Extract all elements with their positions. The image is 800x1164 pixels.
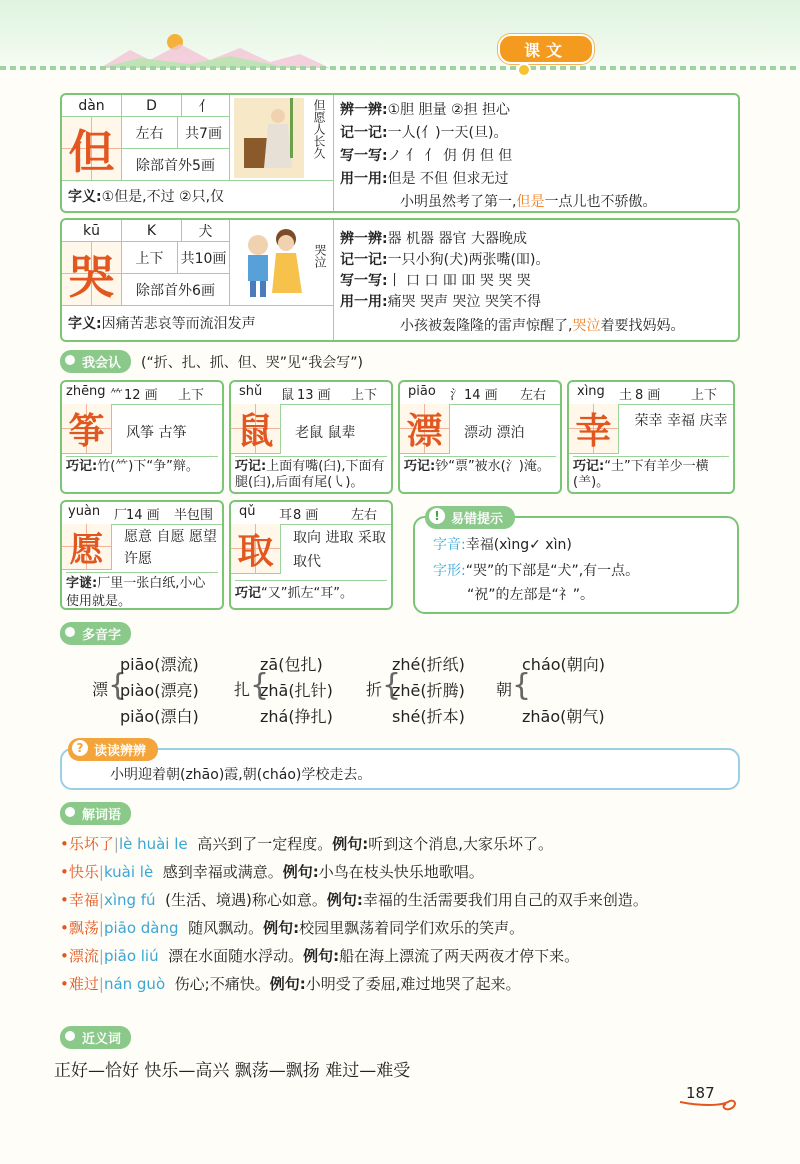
big-char: 漂	[400, 404, 450, 454]
pinyin: kū	[62, 220, 122, 242]
vocab-header	[60, 802, 131, 825]
mistakes-box	[413, 509, 739, 614]
tip: 巧记:钞“票”被水(氵)淹。	[404, 456, 556, 475]
structure: 上下	[122, 242, 178, 274]
rec-card-xing	[567, 380, 735, 494]
vocab-item: •飘荡|piāo dàng 随风飘动。例句:校园里飘荡着同学们欢乐的笑声。	[60, 919, 525, 937]
bian-line: 辨一辨:器 机器 器官 大器晚成	[340, 231, 527, 247]
words: 荣幸 幸福 庆幸	[634, 413, 728, 429]
big-char: 筝	[62, 404, 112, 454]
poly-item: zhāo(朝气)	[522, 707, 605, 726]
poly-item: zhé(折纸)	[392, 655, 465, 674]
meaning-text: 因痛苦悲哀等而流泪发声	[101, 316, 256, 332]
poly-item: piào(漂亮)	[120, 681, 199, 700]
rec-card-piao	[398, 380, 562, 494]
question-icon: ?	[72, 740, 88, 756]
rec-card-yuan	[60, 500, 224, 610]
mountain-decoration	[100, 30, 330, 70]
big-char: 幸	[569, 404, 619, 454]
rec-card-shu	[229, 380, 393, 494]
rec-card-zheng	[60, 380, 224, 494]
vocab-item: •幸福|xìng fú (生活、境遇)称心如意。例句:幸福的生活需要我们用自己的双手来创造。	[60, 891, 648, 909]
card-head: zhēng ⺮ 12 画 上下	[62, 382, 222, 405]
strokes: 共7画	[178, 117, 230, 149]
sound-line: 字音:幸福(xìng✓ xìn)	[433, 537, 572, 553]
section-tab: 课文	[498, 34, 594, 64]
rec-card-qu	[229, 500, 393, 610]
polyphone-title: 多音字	[60, 622, 131, 645]
strokes: 共10画	[178, 242, 230, 274]
crying-child-illustration-icon	[236, 223, 306, 303]
tip: 巧记“又”抓左“耳”。	[235, 580, 387, 603]
polyphone-groups	[92, 650, 652, 730]
non-radical-strokes: 除部首外6画	[122, 274, 230, 306]
read-title: ? 读读辨辨	[68, 738, 158, 761]
brace: {	[250, 668, 270, 703]
ji-line: 记一记:一只小狗(犬)两张嘴(吅)。	[340, 252, 550, 268]
radical: 犬	[182, 220, 230, 242]
words: 风筝 古筝	[126, 425, 187, 441]
vocab-list	[60, 830, 740, 998]
words: 取向 进取 采取 取代	[293, 530, 386, 570]
poly-item: cháo(朝向)	[522, 655, 606, 674]
tab-marker	[517, 63, 531, 77]
meaning-label: 字义:	[68, 189, 102, 205]
words: 老鼠 鼠辈	[295, 425, 356, 441]
example-sentence: 小明虽然考了第一,但是一点儿也不骄傲。	[400, 194, 657, 210]
yong-line: 用一用:但是 不但 但求无过	[340, 171, 509, 187]
read-text: 小明迎着朝(zhāo)霞,朝(cháo)学校走去。	[110, 767, 372, 783]
vocab-item: •乐坏了|lè huài le 高兴到了一定程度。例句:听到这个消息,大家乐坏了。	[60, 835, 553, 853]
synonyms-title: 近义词	[60, 1026, 131, 1049]
char-card-ku	[60, 218, 740, 342]
poly-item: zhē(折腾)	[392, 681, 465, 700]
card-head: xìng 土 8 画 上下	[569, 382, 733, 405]
brace: {	[108, 668, 128, 703]
poly-char: 扎	[234, 680, 251, 699]
tip: 巧记:上面有嘴(臼),下面有腿(⺽),后面有尾(㇂)。	[235, 456, 387, 491]
ji-line: 记一记:一人(亻)一天(旦)。	[340, 125, 508, 141]
read-box	[60, 741, 740, 790]
card-head: shǔ 鼠 13 画 上下	[231, 382, 391, 405]
card-head: qǔ 耳 8 画 左右	[231, 502, 391, 525]
mistakes-title: ! 易错提示	[425, 506, 515, 529]
char-card-dan	[60, 93, 740, 213]
words: 愿意 自愿 愿望 许愿	[124, 529, 217, 567]
yong-line: 用一用:痛哭 哭声 哭泣 哭笑不得	[340, 294, 541, 310]
words: 漂动 漂泊	[464, 425, 525, 441]
brace: {	[512, 668, 532, 703]
xie-line: 写一写:ノ 亻 亻 仴 仴 但 但	[340, 148, 513, 164]
shape-line-2: “祝”的左部是“礻”。	[467, 587, 595, 603]
vocab-item: •快乐|kuài lè 感到幸福或满意。例句:小鸟在枝头快乐地歌唱。	[60, 863, 484, 881]
recognize-note: (“折、扎、抓、但、哭”见“我会写”)	[141, 354, 363, 371]
exclamation-icon: !	[429, 508, 445, 524]
illustration	[230, 95, 334, 181]
poly-char: 折	[366, 680, 383, 699]
meaning-row	[62, 181, 334, 211]
synonyms-header	[60, 1026, 131, 1049]
recognize-title: 我会认	[60, 350, 131, 373]
example-sentence: 小孩被轰隆隆的雷声惊醒了,哭泣着要找妈妈。	[400, 318, 685, 334]
shape-line: 字形:“哭”的下部是“犬”,有一点。	[433, 563, 640, 579]
poly-item: zhā(扎针)	[260, 681, 333, 700]
illustration-caption: 哭泣	[313, 244, 327, 268]
poly-item: zhá(挣扎)	[260, 707, 333, 726]
bian-line: 辨一辨:①胆 胆量 ②担 担心	[340, 102, 511, 118]
meaning-text: ①但是,不过 ②只,仅	[101, 189, 225, 205]
poet-illustration-icon	[234, 98, 304, 178]
synonyms-text: 正好—恰好 快乐—高兴 飘荡—飘扬 难过—难受	[54, 1061, 411, 1081]
illustration	[230, 220, 334, 306]
non-radical-strokes: 除部首外5画	[122, 149, 230, 181]
brace: {	[382, 668, 402, 703]
riddle: 字谜:厂里一张白纸,小心使用就是。	[66, 572, 218, 611]
poly-item: piǎo(漂白)	[120, 707, 199, 726]
radical: 亻	[182, 95, 230, 117]
big-char: 鼠	[231, 404, 281, 454]
vocab-title: 解词语	[60, 802, 131, 825]
big-char: 取	[231, 524, 281, 574]
xie-line: 写一写:丨 口 口 吅 吅 哭 哭 哭	[340, 273, 531, 289]
polyphone-header	[60, 622, 131, 645]
poly-item: zā(包扎)	[260, 655, 323, 674]
tip: 巧记:竹(⺮)下“争”辩。	[66, 456, 218, 475]
vocab-item: •难过|nán guò 伤心;不痛快。例句:小明受了委屈,难过地哭了起来。	[60, 975, 521, 993]
poly-item: piāo(漂流)	[120, 655, 199, 674]
big-char: 但	[62, 117, 122, 181]
vocab-item: •漂流|piāo liú 漂在水面随水浮动。例句:船在海上漂流了两天两夜才停下来。	[60, 947, 580, 965]
big-char: 愿	[62, 524, 112, 570]
meaning-row	[62, 306, 334, 340]
card-head: yuàn 厂 14 画 半包围	[62, 502, 222, 525]
poly-char: 朝	[496, 680, 513, 699]
tip: 巧记:“土”下有羊少一横(⺷)。	[573, 456, 729, 491]
meaning-label: 字义:	[68, 316, 102, 332]
illustration-caption: 但愿人长久	[312, 99, 326, 159]
poly-item: shé(折本)	[392, 707, 465, 726]
big-char: 哭	[62, 242, 122, 306]
structure: 左右	[122, 117, 178, 149]
pinyin: dàn	[62, 95, 122, 117]
header-divider	[0, 66, 800, 70]
letter: D	[122, 95, 182, 117]
poly-char: 漂	[92, 680, 109, 699]
card-head: piāo 氵 14 画 左右	[400, 382, 560, 405]
page-swirl-icon	[680, 1096, 740, 1114]
letter: K	[122, 220, 182, 242]
page-number: 187	[686, 1084, 715, 1102]
recognize-header	[60, 350, 363, 373]
